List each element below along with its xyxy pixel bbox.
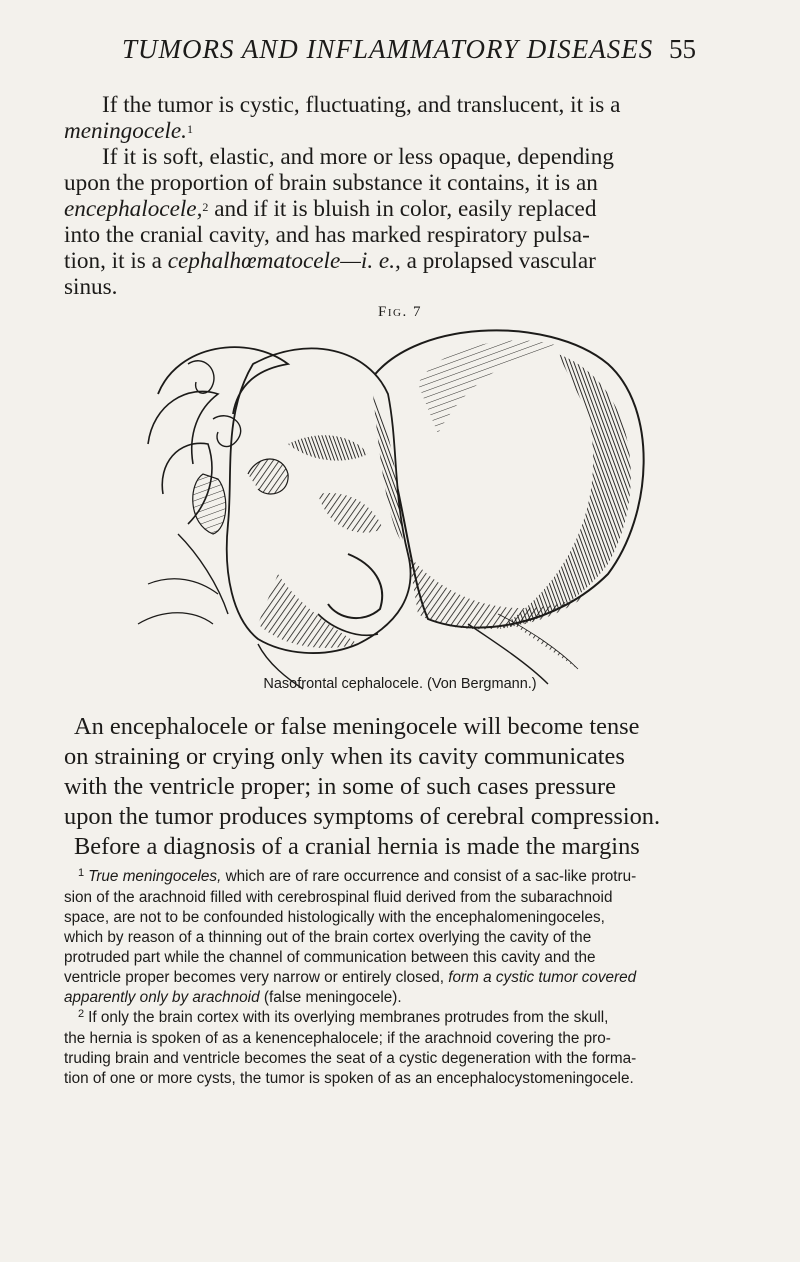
paragraph-diagnosis [64, 712, 696, 862]
footnote-line: which by reason of a thinning out of the brain cortex overlying the cavity of the [64, 929, 592, 946]
footnote-1 [64, 867, 714, 1008]
footnote-line [64, 988, 714, 1008]
term-encephalocele: encephalocele, [64, 196, 203, 222]
term-meningocele: meningocele. [64, 118, 187, 144]
footnote-line: protruded part while the channel of communication between this cavity and the [64, 949, 596, 966]
footnote-line: truding brain and ventricle becomes the seat of a cystic degeneration with the forma- [64, 1050, 637, 1067]
paragraph-meningocele [64, 92, 696, 144]
footnote-line [64, 968, 714, 988]
text-line: on straining or crying only when its cavity communicates [64, 743, 625, 770]
figure-caption: Nasofrontal cephalocele. (Von Bergmann.) [263, 676, 537, 692]
text-italic: form a cystic tumor covered [448, 969, 637, 986]
text-fragment: which are of rare occurrence and consist of a sac-like protru- [221, 868, 637, 885]
running-header [110, 34, 696, 74]
term-cephalhaematocele: cephalhœmatocele—i. e., [167, 248, 401, 274]
text-line: upon the tumor produces symptoms of cerebral compression. [64, 803, 661, 830]
footnote-line: tion of one or more cysts, the tumor is spoken of as an encephalocystomeningocele. [64, 1070, 634, 1087]
text-line [26, 196, 696, 222]
text-fragment: tion, it is a [64, 248, 168, 274]
text-fragment: (false meningocele). [259, 989, 402, 1006]
running-title: TUMORS AND INFLAMMATORY DISEASES [122, 34, 654, 64]
figure-illustration [118, 324, 678, 696]
text-italic: apparently only by arachnoid [64, 989, 260, 1006]
text-line: sinus. [64, 274, 118, 300]
page-number: 55 [669, 34, 696, 64]
footnote-number: 1 [78, 867, 85, 879]
text-line: An encephalocele or false meningocele will become tense [74, 713, 640, 740]
footnote-line: sion of the arachnoid filled with cerebrospinal fluid derived from the subarachnoid [64, 889, 613, 906]
footnote-line [64, 867, 714, 888]
text-line: upon the proportion of brain substance it contains, it is an [64, 170, 598, 196]
footnote-number: 2 [78, 1008, 85, 1020]
text-line [26, 248, 696, 274]
text-line: If it is soft, elastic, and more or less opaque, depending [102, 144, 614, 170]
footnote-ref: 2 [202, 200, 209, 214]
text-fragment: If only the brain cortex with its overlying membranes protrudes from the skull, [88, 1009, 609, 1026]
footnote-line: space, are not to be confounded histologically with the encephalomeningoceles, [64, 909, 605, 926]
text-fragment: and if it is bluish in color, easily replaced [208, 196, 597, 222]
text-line: Before a diagnosis of a cranial hernia is made the margins [74, 833, 640, 860]
text-line: with the ventricle proper; in some of such cases pressure [64, 773, 617, 800]
footnote-2 [64, 1008, 714, 1089]
footnote-ref: 1 [186, 122, 193, 136]
footnotes [64, 867, 714, 1089]
figure-label: Fig. 7 [378, 304, 422, 320]
text-line: into the cranial cavity, and has marked respiratory pulsa- [64, 222, 590, 248]
text-fragment: a prolapsed vascular [400, 248, 596, 274]
footnote-line: the hernia is spoken of as a kenencephalocele; if the arachnoid covering the pro- [64, 1030, 611, 1047]
text-line [26, 118, 696, 144]
footnote-line [64, 1008, 714, 1029]
term-true-meningoceles: True meningoceles, [88, 868, 222, 885]
text-fragment: ventricle proper becomes very narrow or entirely closed, [64, 969, 449, 986]
paragraph-encephalocele [64, 144, 696, 300]
cephalocele-engraving [118, 324, 678, 696]
text-line: If the tumor is cystic, fluctuating, and translucent, it is a [102, 92, 621, 118]
